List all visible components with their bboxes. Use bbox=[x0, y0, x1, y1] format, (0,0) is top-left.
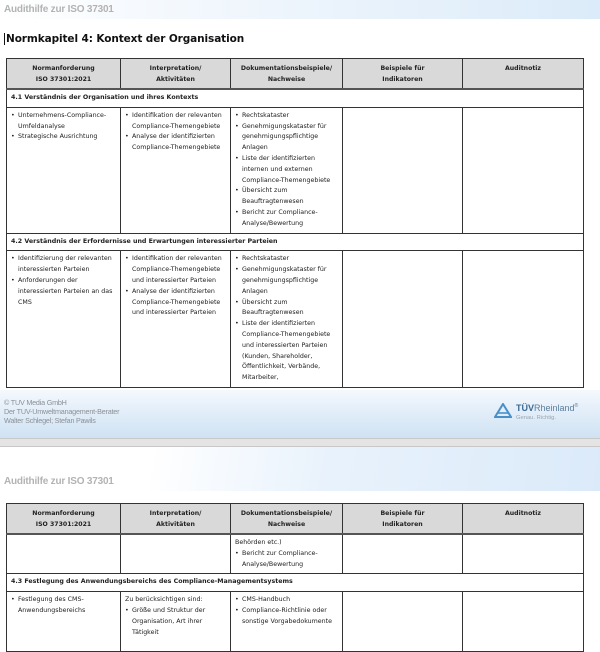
header-normanforderung: Normanforderung ISO 37301:2021 bbox=[7, 59, 121, 90]
list-item: • Liste der identifizierten internen und externen Compliance-Themengebiete bbox=[235, 154, 338, 186]
footer-authors: Walter Schlegel; Stefan Pawils bbox=[4, 416, 96, 425]
table-header-row bbox=[7, 504, 584, 535]
list-item: • Bericht zur Compliance-Analyse/Bewertung bbox=[235, 549, 338, 571]
interpretation-cell bbox=[121, 107, 231, 233]
header-interpretation: Interpretation/ Aktivitäten bbox=[121, 504, 231, 535]
documentation-cell bbox=[231, 107, 343, 233]
list-item: • Unternehmens-Compliance-Umfeldanalyse bbox=[11, 111, 116, 133]
documentation-cell bbox=[231, 251, 343, 388]
header-indikatoren: Beispiele für Indikatoren bbox=[343, 59, 463, 90]
logo-wordmark: TÜVRheinland® bbox=[516, 403, 579, 413]
section-title: 4.1 Verständnis der Organisation und ihres Kontexts bbox=[7, 89, 584, 107]
header-indikatoren: Beispiele für Indikatoren bbox=[343, 504, 463, 535]
list-item: • Analyse der identifizierten Compliance-Themengebiete und interessierter Parteien bbox=[125, 287, 226, 319]
chapter-title: Normkapitel 4: Kontext der Organisation bbox=[6, 33, 245, 45]
section-row bbox=[7, 233, 584, 251]
list-item: • Rechtskataster bbox=[235, 254, 338, 265]
list-item: • Liste der identifizierten Compliance-Themengebiete und interessierten Parteien (Kunden, Shareholder, Öffentlichkeit, Verbände, Mitarbeiter, bbox=[235, 319, 338, 384]
documentation-cell bbox=[231, 534, 343, 574]
list-item: • Übersicht zum Beauftragtenwesen bbox=[235, 298, 338, 320]
indicators-cell[interactable] bbox=[343, 107, 463, 233]
list-item: • Strategische Ausrichtung bbox=[11, 132, 116, 143]
table-row bbox=[7, 107, 584, 233]
list-item: • Größe und Struktur der Organisation, Art ihrer Tätigkeit bbox=[125, 606, 226, 638]
footer-series: Der TUV-Umweltmanagement-Berater bbox=[4, 407, 120, 416]
page-separator bbox=[0, 438, 600, 447]
list-item: • Identifikation der relevanten Compliance-Themengebiete bbox=[125, 111, 226, 133]
header-dokumentation: Dokumentationsbeispiele/ Nachweise bbox=[231, 504, 343, 535]
audit-table-page1 bbox=[6, 58, 584, 388]
header-auditnotiz: Auditnotiz bbox=[463, 59, 584, 90]
list-item: • Festlegung des CMS-Anwendungsbereichs bbox=[11, 595, 116, 617]
tuv-rheinland-logo bbox=[494, 401, 594, 425]
requirements-cell bbox=[7, 107, 121, 233]
audit-note-cell[interactable] bbox=[463, 107, 584, 233]
section-row bbox=[7, 89, 584, 107]
running-header-text: Audithilfe zur ISO 37301 bbox=[4, 4, 114, 15]
triangle-logo-icon bbox=[494, 403, 512, 418]
requirements-cell bbox=[7, 251, 121, 388]
list-item: • Bericht zur Compliance-Analyse/Bewertung bbox=[235, 208, 338, 230]
audit-note-cell[interactable] bbox=[463, 251, 584, 388]
page-header bbox=[0, 0, 600, 19]
page-header bbox=[0, 447, 600, 491]
section-title: 4.3 Festlegung des Anwendungsbereichs des Compliance-Managementsystems bbox=[7, 574, 584, 592]
table-row-continuation bbox=[7, 534, 584, 574]
audit-note-cell[interactable] bbox=[463, 534, 584, 574]
section-title: 4.2 Verständnis der Erfordernisse und Erwartungen interessierter Parteien bbox=[7, 233, 584, 251]
list-item: • Rechtskataster bbox=[235, 111, 338, 122]
table-header-row bbox=[7, 59, 584, 90]
list-item: • Compliance-Richtlinie oder sonstige Vorgabedokumente bbox=[235, 606, 338, 628]
list-item: • Identifizierung der relevanten interessierten Parteien bbox=[11, 254, 116, 276]
list-item: • Identifikation der relevanten Compliance-Themengebiete und interessierter Parteien bbox=[125, 254, 226, 286]
indicators-cell[interactable] bbox=[343, 534, 463, 574]
interpretation-cell bbox=[121, 251, 231, 388]
header-dokumentation: Dokumentationsbeispiele/ Nachweise bbox=[231, 59, 343, 90]
header-normanforderung: Normanforderung ISO 37301:2021 bbox=[7, 504, 121, 535]
interpretation-intro: Zu berücksichtigen sind: bbox=[125, 596, 203, 604]
table-row bbox=[7, 251, 584, 388]
continued-text: Behörden etc.) bbox=[235, 539, 282, 546]
footer-copyright: © TUV Media GmbH bbox=[4, 398, 67, 407]
footer-credits bbox=[4, 398, 119, 425]
interpretation-cell bbox=[121, 534, 231, 574]
list-item: • Übersicht zum Beauftragtenwesen bbox=[235, 186, 338, 208]
logo-slogan: Genau. Richtig. bbox=[516, 415, 556, 421]
indicators-cell[interactable] bbox=[343, 251, 463, 388]
section-row bbox=[7, 574, 584, 592]
header-interpretation: Interpretation/ Aktivitäten bbox=[121, 59, 231, 90]
audit-table-page2 bbox=[6, 503, 584, 652]
list-item: • Genehmigungskataster für genehmigungspflichtige Anlagen bbox=[235, 122, 338, 154]
running-header-text: Audithilfe zur ISO 37301 bbox=[4, 476, 114, 487]
page-footer bbox=[0, 390, 600, 438]
requirements-cell bbox=[7, 534, 121, 574]
list-item: • Analyse der identifizierten Compliance-Themengebiete bbox=[125, 132, 226, 154]
header-auditnotiz: Auditnotiz bbox=[463, 504, 584, 535]
list-item: • Genehmigungskataster für genehmigungspflichtige Anlagen bbox=[235, 265, 338, 297]
list-item: • Anforderungen der interessierten Parteien an das CMS bbox=[11, 276, 116, 308]
list-item: • CMS-Handbuch bbox=[235, 595, 338, 606]
